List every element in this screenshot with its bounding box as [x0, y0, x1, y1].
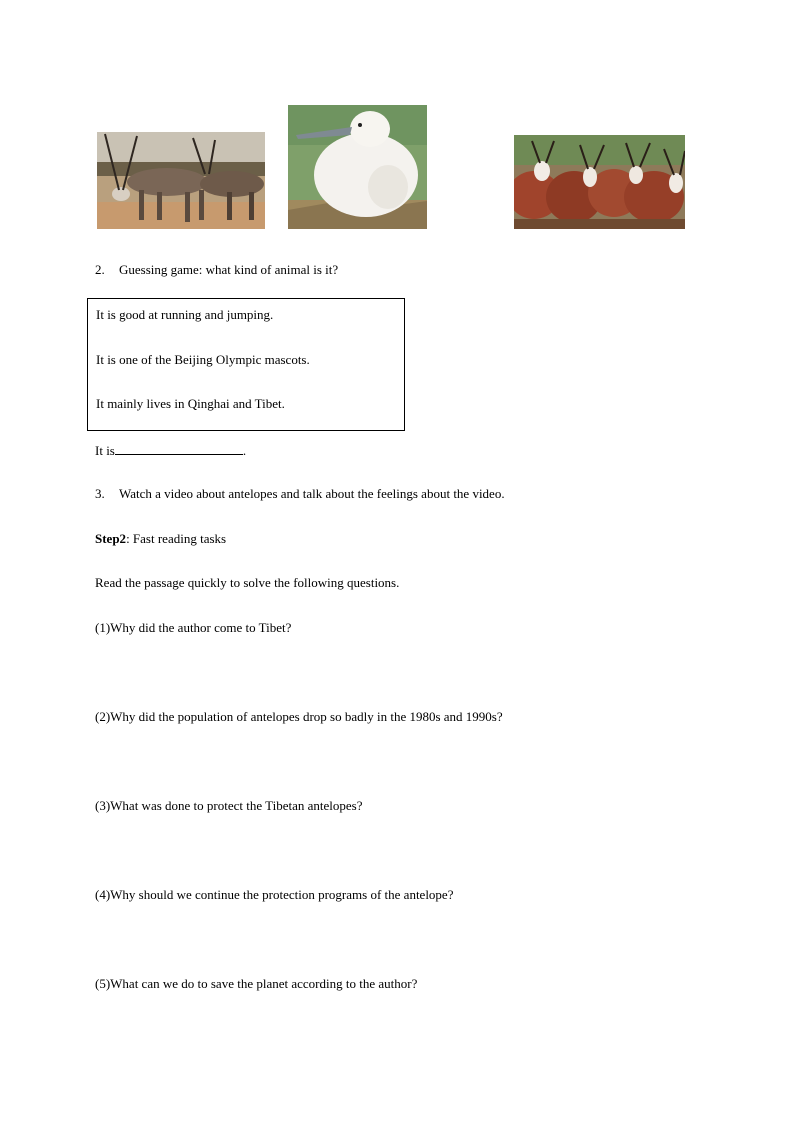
oryx-antelopes-photo — [97, 132, 265, 229]
step-2-title: : Fast reading tasks — [126, 531, 227, 546]
clue-2: It is one of the Beijing Olympic mascots. — [96, 352, 310, 367]
section-2-heading — [95, 262, 338, 278]
answer-line — [95, 442, 246, 459]
question-4: (4)Why should we continue the protection programs of the antelope? — [95, 887, 454, 902]
question-1: (1)Why did the author come to Tibet? — [95, 620, 292, 635]
question-5: (5)What can we do to save the planet according to the author? — [95, 976, 418, 991]
answer-suffix: . — [242, 443, 247, 458]
section-2-heading-text: Guessing game: what kind of animal is it? — [119, 262, 339, 277]
step-2-instruction: Read the passage quickly to solve the following questions. — [95, 575, 400, 590]
answer-blank[interactable] — [115, 442, 243, 455]
step-2-label: Step2 — [95, 531, 127, 546]
section-3-text: Watch a video about antelopes and talk about the feelings about the video. — [119, 486, 505, 501]
red-antelope-herd-photo — [514, 135, 685, 229]
clue-3: It mainly lives in Qinghai and Tibet. — [96, 396, 285, 411]
step-2-heading — [95, 531, 226, 547]
section-2-number: 2. — [95, 262, 105, 277]
clue-1: It is good at running and jumping. — [96, 307, 274, 322]
white-bird-chick-photo — [288, 105, 427, 229]
clue-box — [87, 298, 405, 431]
section-3-line — [95, 486, 505, 502]
answer-prefix: It is — [95, 443, 115, 458]
question-3: (3)What was done to protect the Tibetan antelopes? — [95, 798, 363, 813]
question-2: (2)Why did the population of antelopes drop so badly in the 1980s and 1990s? — [95, 709, 503, 724]
section-3-number: 3. — [95, 486, 105, 501]
